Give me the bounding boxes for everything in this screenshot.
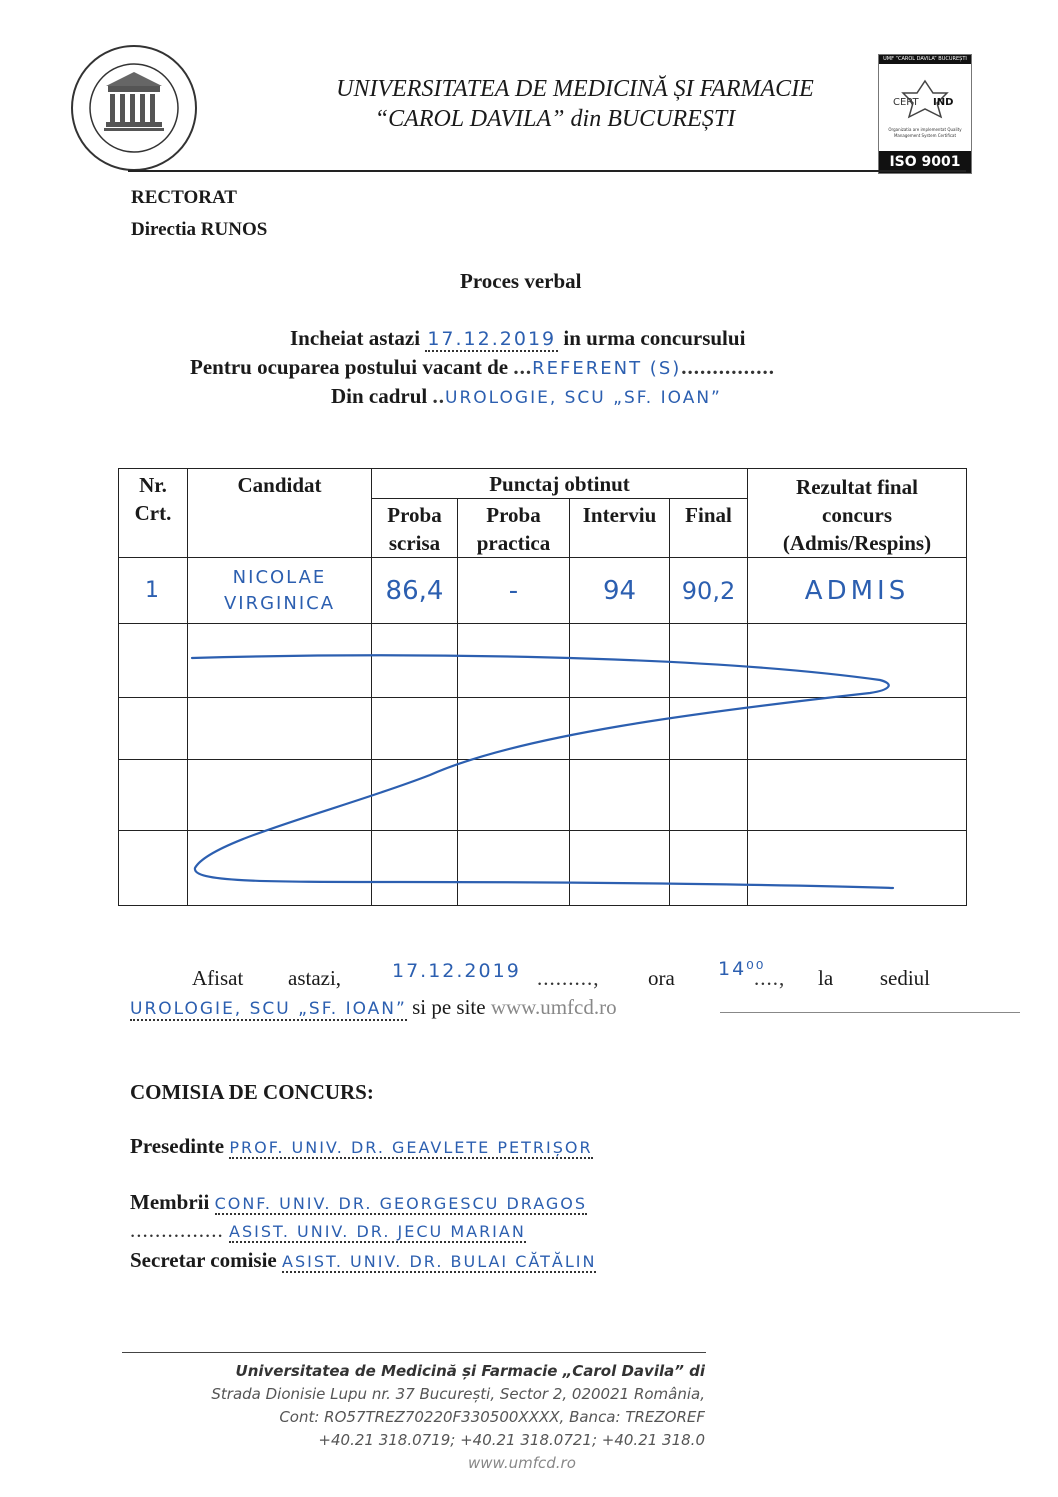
row1-scrisa: 86,4 xyxy=(372,558,458,624)
cadru-line: Din cadrul ..UROLOGIE, SCU „SF. IOAN” xyxy=(331,384,722,408)
header-punctaj: Punctaj obtinut xyxy=(372,469,748,499)
post-label: Pentru ocuparea postului vacant de xyxy=(190,355,509,379)
footer-line3: Cont: RO57TREZ70220F330500XXXX, Banca: TREZOREF xyxy=(279,1408,705,1426)
row1-nr: 1 xyxy=(119,558,188,624)
header-proba-practica-line1: Proba xyxy=(486,503,541,527)
header-interviu: Interviu xyxy=(570,499,670,558)
page-title: Proces verbal xyxy=(460,269,582,293)
membru1-value: CONF. UNIV. DR. GEORGESCU DRAGOS xyxy=(214,1194,588,1213)
header-rezultat-line1: Rezultat final xyxy=(796,475,918,499)
astazi-label: astazi, xyxy=(288,966,342,990)
incheiat-suffix: in urma concursului xyxy=(563,326,746,350)
sediul-label: sediul xyxy=(879,966,930,990)
footer-line1: Universitatea de Medicină și Farmacie „Carol Davila” di xyxy=(235,1362,705,1380)
cert-small-text: Organizatia are implementat Quality Management System Certificat xyxy=(888,127,962,138)
presedinte-line xyxy=(130,1134,593,1159)
header-candidat: Candidat xyxy=(188,469,372,558)
post-line: Pentru ocuparea postului vacant de ...REFERENT (S)............... xyxy=(190,355,776,379)
comisia-title: COMISIA DE CONCURS: xyxy=(130,1080,374,1104)
header-proba-practica-line2: practica xyxy=(476,531,551,555)
membri-line xyxy=(130,1190,587,1215)
row1-final: 90,2 xyxy=(670,558,748,624)
footer-line5: www.umfcd.ro xyxy=(468,1454,576,1472)
cadru-label: Din cadrul xyxy=(331,384,428,408)
university-name-line1: UNIVERSITATEA DE MEDICINĂ ȘI FARMACIE xyxy=(336,76,814,102)
la-label: la xyxy=(818,966,834,990)
footer-line4: +40.21 318.0719; +40.21 318.0721; +40.21 318.0 xyxy=(318,1431,705,1449)
sediu-line xyxy=(130,995,617,1020)
header-nr: Nr. xyxy=(139,473,167,497)
svg-text:CERT: CERT xyxy=(893,97,919,108)
site-url: www.umfcd.ro xyxy=(490,995,617,1019)
ora-label: ora xyxy=(648,966,675,990)
afisat-trailing-line xyxy=(720,1012,1020,1013)
cadru-value: UROLOGIE, SCU „SF. IOAN” xyxy=(445,388,722,408)
iso-label: ISO 9001 xyxy=(879,151,971,173)
row1-rezultat: ADMIS xyxy=(748,558,967,624)
membru2-value: ASIST. UNIV. DR. JECU MARIAN xyxy=(229,1222,526,1241)
cert-top-text: UMF “CAROL DAVILA” BUCUREȘTI xyxy=(879,55,971,64)
presedinte-value: PROF. UNIV. DR. GEAVLETE PETRIȘOR xyxy=(229,1138,593,1157)
sediu-value: UROLOGIE, SCU „SF. IOAN” xyxy=(130,999,407,1019)
header-crt: Crt. xyxy=(134,501,172,525)
ora-value: 14⁰⁰ xyxy=(718,958,766,980)
post-value: REFERENT (S) xyxy=(532,358,682,379)
secretar-line xyxy=(130,1248,596,1273)
rectorat-label: RECTORAT xyxy=(131,187,237,208)
header-rezultat-line2: concurs xyxy=(822,503,892,527)
row1-name-line2: VIRGINICA xyxy=(223,592,336,614)
membru2-line: ............... ASIST. UNIV. DR. JECU MARIAN xyxy=(130,1218,526,1242)
footer-rule xyxy=(122,1352,706,1353)
header-rezultat-line3: (Admis/Respins) xyxy=(782,531,932,555)
university-name-line2: “CAROL DAVILA” din BUCUREȘTI xyxy=(374,106,736,132)
membri-label: Membrii xyxy=(130,1190,210,1214)
secretar-value: ASIST. UNIV. DR. BULAI CĂTĂLIN xyxy=(282,1252,597,1271)
row1-interviu: 94 xyxy=(570,558,670,624)
incheiat-date: 17.12.2019 xyxy=(427,328,557,350)
row1-name-line1: NICOLAE xyxy=(232,566,327,588)
header-proba-scrisa-line1: Proba xyxy=(387,503,442,527)
footer-line2: Strada Dionisie Lupu nr. 37 București, Sector 2, 020021 România, xyxy=(211,1385,705,1403)
header-proba-scrisa-line2: scrisa xyxy=(388,531,441,555)
svg-text:IND: IND xyxy=(933,97,954,108)
row1-practica: - xyxy=(458,558,570,624)
header-final: Final xyxy=(670,499,748,558)
afisat-label: Afisat xyxy=(192,966,244,990)
afisat-date: 17.12.2019 xyxy=(392,960,521,982)
site-label: si pe site xyxy=(412,995,486,1019)
footer-block xyxy=(130,1360,705,1475)
direction-label: Directia RUNOS xyxy=(131,219,268,240)
incheiat-label: Incheiat astazi xyxy=(290,326,421,350)
presedinte-label: Presedinte xyxy=(130,1134,225,1158)
secretar-label: Secretar comisie xyxy=(130,1248,277,1272)
